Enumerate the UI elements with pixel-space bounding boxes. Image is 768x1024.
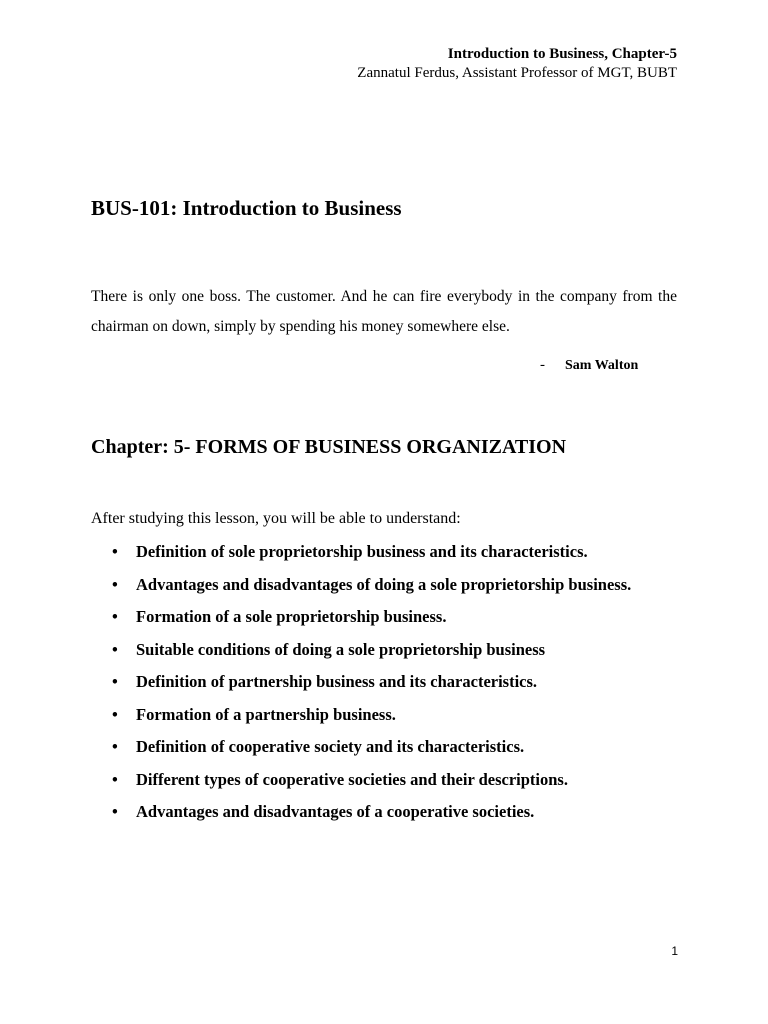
page-number: 1 — [671, 944, 678, 958]
bullet-icon: • — [112, 802, 118, 821]
header-course-chapter: Introduction to Business, Chapter-5 — [447, 46, 677, 62]
header-author-line: Zannatul Ferdus, Assistant Professor of MGT, BUBT — [357, 65, 677, 81]
quote-attribution — [540, 356, 638, 375]
objective-text: Formation of a partnership business. — [136, 704, 396, 724]
bullet-icon: • — [112, 607, 118, 626]
bullet-icon: • — [112, 639, 118, 659]
objective-text: Advantages and disadvantages of a cooperative societies. — [136, 802, 535, 821]
objectives-list — [91, 538, 711, 831]
course-title: BUS-101: Introduction to Business — [91, 196, 402, 220]
objective-item — [91, 603, 711, 636]
objective-item — [91, 733, 711, 766]
objective-text: Definition of sole proprietorship business and its characteristics. — [136, 542, 588, 561]
objective-text: Formation of a sole proprietorship business. — [136, 607, 447, 626]
bullet-icon: • — [112, 704, 118, 724]
objective-text: Definition of cooperative society and its characteristics. — [136, 737, 525, 756]
bullet-icon: • — [112, 737, 118, 756]
objective-text: Suitable conditions of doing a sole proprietorship business — [136, 639, 546, 659]
page-header — [357, 45, 677, 83]
quote-author: Sam Walton — [565, 358, 639, 373]
objective-text: Different types of cooperative societies and their descriptions. — [136, 769, 568, 789]
objective-item — [91, 636, 711, 669]
objective-item — [91, 766, 711, 799]
bullet-icon: • — [112, 542, 118, 561]
objectives-intro: After studying this lesson, you will be able to understand: — [91, 510, 461, 527]
bullet-icon: • — [112, 769, 118, 789]
objective-item — [91, 571, 711, 604]
bullet-icon: • — [112, 574, 118, 594]
quote-text: There is only one boss. The customer. And he can fire everybody in the company from the chairman on down, simply by spending his money somewhere else. — [91, 288, 677, 335]
objective-item — [91, 538, 711, 571]
objective-item — [91, 798, 711, 831]
objective-text: Definition of partnership business and its characteristics. — [136, 672, 538, 691]
objective-text: Advantages and disadvantages of doing a sole proprietorship business. — [136, 574, 632, 594]
objective-item — [91, 668, 711, 701]
objective-item — [91, 701, 711, 734]
attribution-dash: - — [540, 357, 545, 373]
chapter-title: Chapter: 5- FORMS OF BUSINESS ORGANIZATION — [91, 436, 567, 458]
bullet-icon: • — [112, 672, 118, 691]
